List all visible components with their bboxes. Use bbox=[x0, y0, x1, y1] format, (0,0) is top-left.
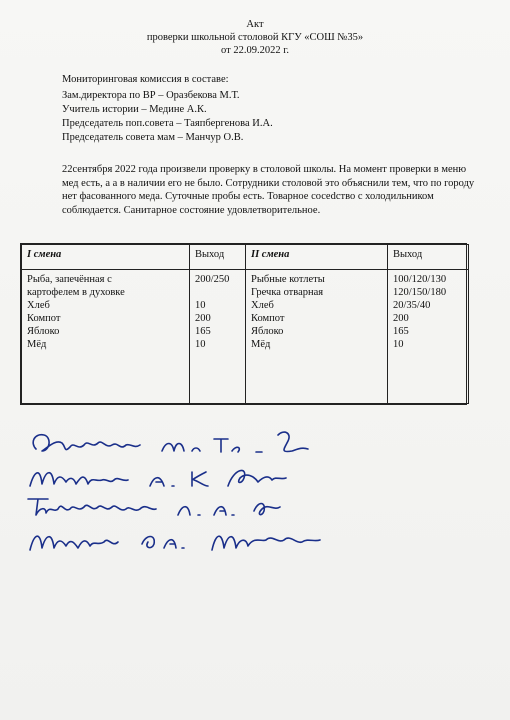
output-value: 200/250 bbox=[195, 274, 230, 285]
inspection-text: 22сентября 2022 года произвели проверку в столовой школы. На момент проверки в меню мед есть, а а в наличии его не было. Сотрудники столовой это объяснили тем, что по городу нет фасованного меда. Суточные пробы есть. Товарное сосedство с холодильником соблюдается. Санитарное состояние удовлетворительное. bbox=[62, 164, 475, 216]
menu-item: картофелем в духовке bbox=[27, 287, 125, 298]
commission-member: Учитель истории – Медине А.К. bbox=[62, 104, 207, 115]
shift2-outputs-cell bbox=[388, 270, 469, 404]
commission-block bbox=[62, 73, 273, 145]
menu-table bbox=[20, 243, 467, 405]
commission-member: Зам.директора по ВР – Оразбекова М.Т. bbox=[62, 90, 240, 101]
menu-item: Компот bbox=[251, 313, 285, 324]
menu-item: Мёд bbox=[27, 339, 47, 350]
menu-item: Рыбные котлеты bbox=[251, 274, 325, 285]
menu-item: Хлеб bbox=[27, 300, 50, 311]
menu-item: Хлеб bbox=[251, 300, 274, 311]
signature-1 bbox=[22, 425, 322, 461]
document-date: от 22.09.2022 г. bbox=[221, 45, 289, 56]
output-value: 10 bbox=[393, 339, 404, 350]
document-title: Акт bbox=[246, 19, 264, 30]
commission-intro: Мониторинговая комиссия в составе: bbox=[62, 74, 229, 85]
document-subtitle: проверки школьной столовой КГУ «СОШ №35» bbox=[146, 32, 364, 43]
menu-item: Мёд bbox=[251, 339, 271, 350]
output-value: 100/120/130 bbox=[393, 274, 447, 285]
output-value: 10 bbox=[195, 300, 206, 311]
shift2-items-cell bbox=[246, 270, 388, 404]
output-value: 20/35/40 bbox=[393, 300, 431, 311]
shift1-header: I смена bbox=[22, 245, 190, 270]
shift2-header: II смена bbox=[246, 245, 388, 270]
shift1-outputs-cell bbox=[190, 270, 246, 404]
commission-member: Председатель поп.совета – Таяпбергенова И.А. bbox=[62, 118, 273, 129]
menu-item: Компот bbox=[27, 313, 61, 324]
menu-item: Яблоко bbox=[27, 326, 60, 337]
signature-3 bbox=[22, 487, 322, 523]
output-value: 165 bbox=[393, 326, 409, 337]
shift1-output-header: Выход bbox=[190, 245, 246, 270]
output-value bbox=[195, 286, 240, 299]
shift2-output-header: Выход bbox=[388, 245, 469, 270]
menu-item: Гречка отварная bbox=[251, 287, 324, 298]
output-value: 10 bbox=[195, 339, 206, 350]
output-value: 120/150/180 bbox=[393, 287, 447, 298]
signature-4 bbox=[22, 520, 332, 556]
commission-member: Председатель совета мам – Манчур О.В. bbox=[62, 132, 244, 143]
menu-item: Рыба, запечённая с bbox=[27, 274, 112, 285]
output-value: 200 bbox=[393, 313, 409, 324]
shift1-items-cell bbox=[22, 270, 190, 404]
output-value: 165 bbox=[195, 326, 211, 337]
menu-item: Яблоко bbox=[251, 326, 284, 337]
output-value: 200 bbox=[195, 313, 211, 324]
